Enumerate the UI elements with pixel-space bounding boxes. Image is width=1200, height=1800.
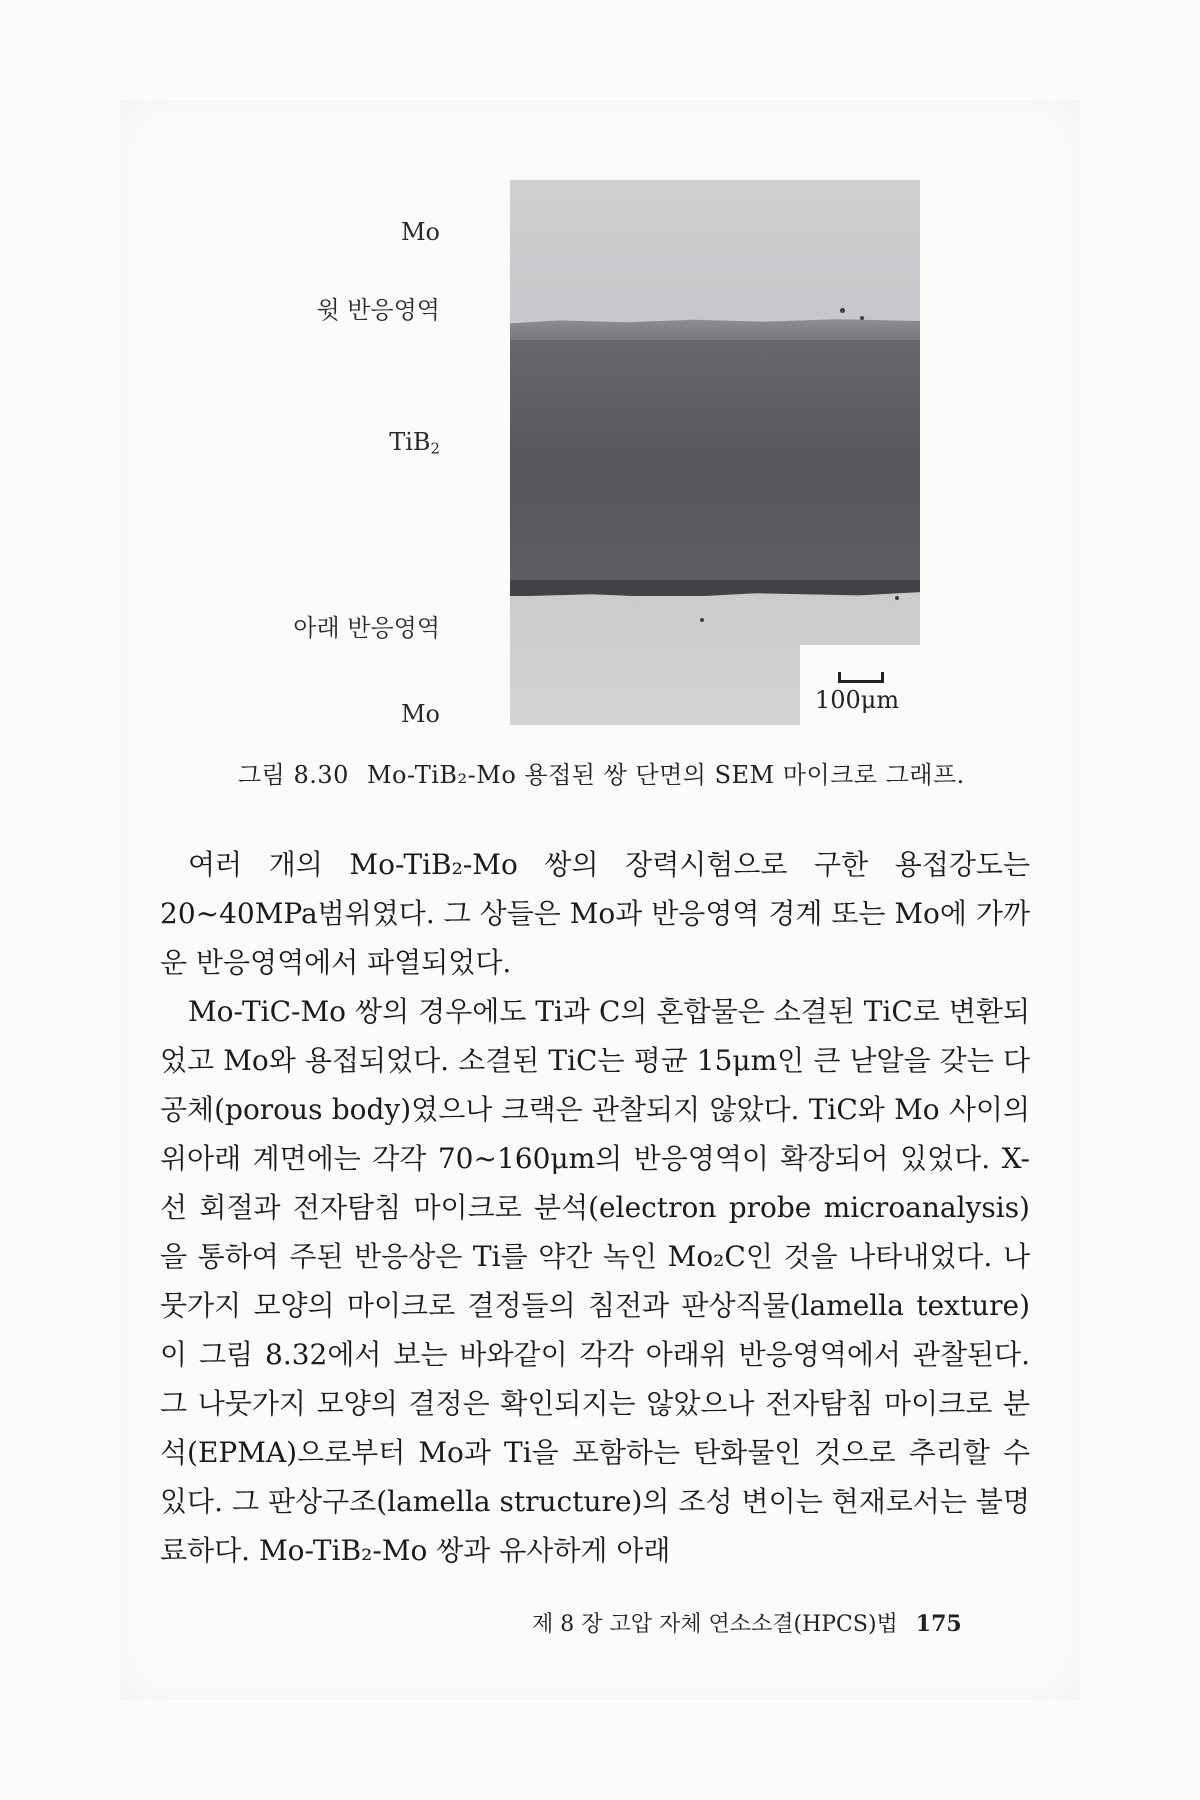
caption-text: Mo-TiB₂-Mo 용접된 쌍 단면의 SEM 마이크로 그래프.	[366, 761, 965, 789]
label-top-mo: Mo	[400, 218, 440, 246]
page-number: 175	[915, 1611, 962, 1637]
micrograph-tib2-layer	[510, 340, 920, 588]
sem-micrograph	[510, 180, 920, 725]
figure-caption	[238, 755, 965, 790]
micrograph-particle	[895, 596, 899, 600]
micrograph-top-mo-layer	[510, 180, 920, 320]
label-lower-reaction-zone: 아래 반응영역	[293, 614, 440, 642]
label-tib2-sub: 2	[430, 439, 440, 458]
label-upper-reaction-zone: 윗 반응영역	[316, 296, 440, 324]
micrograph-particle	[860, 316, 864, 320]
page-footer	[532, 1607, 962, 1638]
micrograph-particle	[700, 618, 704, 622]
label-bottom-mo: Mo	[400, 700, 440, 728]
micrograph-particle	[840, 308, 845, 313]
scale-bar	[838, 672, 884, 683]
label-tib2-main: TiB	[389, 428, 431, 456]
body-text	[160, 840, 1030, 1575]
chapter-title: 제 8 장 고압 자체 연소소결(HPCS)법	[532, 1612, 898, 1637]
label-tib2	[180, 428, 440, 458]
scale-bar-label: 100μm	[815, 686, 900, 714]
paragraph-2: Mo-TiC-Mo 쌍의 경우에도 Ti과 C의 혼합물은 소결된 TiC로 변환되었고 Mo와 용접되었다. 소결된 TiC는 평균 15μm인 큰 낟알을 갖는 다공체(porous body)였으나 크랙은 관찰되지 않았다. TiC와 Mo 사이의 위아래 계면에는 각각 70~160μm의 반응영역이 확장되어 있었다. X-선 회절과 전자탐침 마이크로 분석(electron probe microanalysis)을 통하여 주된 반응상은 Ti를 약간 녹인 Mo₂C인 것을 나타내었다. 나뭇가지 모양의 마이크로 결정들의 침전과 판상직물(lamella texture)이 그림 8.32에서 보는 바와같이 각각 아래위 반응영역에서 관찰된다. 그 나뭇가지 모양의 결정은 확인되지는 않았으나 전자탐침 마이크로 분석(EPMA)으로부터 Mo과 Ti을 포함하는 탄화물인 것으로 추리할 수 있다. 그 판상구조(lamella structure)의 조성 변이는 현재로서는 불명료하다. Mo-TiB₂-Mo 쌍과 유사하게 아래	[160, 995, 1030, 1567]
paragraph-1: 여러 개의 Mo-TiB₂-Mo 쌍의 장력시험으로 구한 용접강도는 20~40MPa범위였다. 그 상들은 Mo과 반응영역 경계 또는 Mo에 가까운 반응영역에서 파열되었다.	[160, 848, 1030, 979]
caption-number: 그림 8.30	[238, 761, 349, 789]
